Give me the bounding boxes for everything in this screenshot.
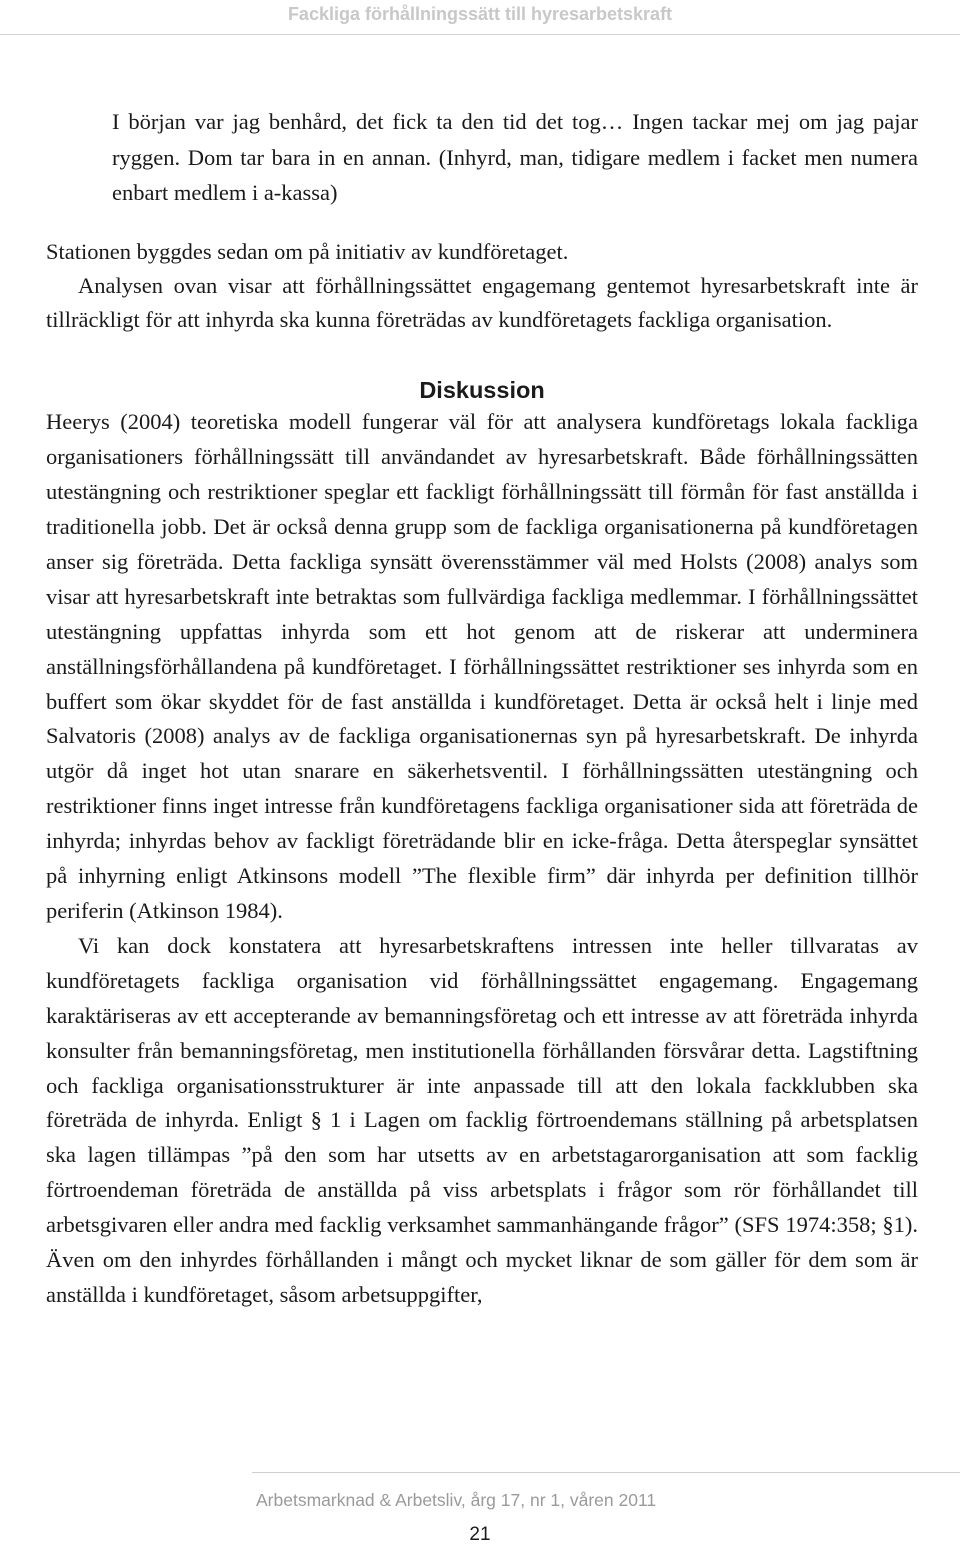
paragraph-discussion-1: Heerys (2004) teoretiska modell fungerar väl för att analysera kundföretags lokala fackliga organisationers förhållningssätt till användandet av hyresarbetskraft. Både förhållningssätten utestängning och restriktioner speglar ett fackligt förhållningssätt till förmån för fast anställda i traditionella jobb. Det är också denna grupp som de fackliga organisationerna på kundföretagen anser sig företräda. Detta fackliga synsätt överensstämmer väl med Holsts (2008) analys som visar att hyresarbetskraft inte betraktas som fullvärdiga fackliga medlemmar. I förhållningssättet utestängning uppfattas inhyrda som ett hot genom att de riskerar att underminera anställningsförhållandena på kundföretaget. I förhållningssättet restriktioner ses inhyrda som en buffert som ökar skyddet för de fast anställda i kundföretaget. Detta är också helt i linje med Salvatoris (2008) analys av de fackliga organisationernas syn på hyresarbetskraft. De inhyrda utgör då inget hot utan snarare en säkerhetsventil. I förhållningssätten utestängning och restriktioner finns inget intresse från kundföretagens fackliga organisationer sida att företräda de inhyrda; inhyrdas behov av fackligt företrädande blir en icke-fråga. Detta återspeglar synsättet på inhyrning enligt Atkinsons modell ”The flexible firm” där inhyrda per definition tillhör periferin (Atkinson 1984).: [46, 409, 918, 923]
paragraph-discussion-2: Vi kan dock konstatera att hyresarbetskraftens intressen inte heller tillvaratas av kundföretagets fackliga organisation vid förhållningssättet engagemang. Engagemang karaktäriseras av ett accepterande av bemanningsföretag och ett intresse av att företräda inhyrda konsulter från bemanningsföretag, men institutionella förhållanden försvårar detta. Lagstiftning och fackliga organisationsstrukturer är inte anpassade till att den lokala fackklubben ska företräda de inhyrda. Enligt § 1 i Lagen om facklig förtroendemans ställning på arbetsplatsen ska lagen tillämpas ”på den som har utsetts av en arbetstagarorganisation att som facklig förtroendeman företräda de anställda på viss arbetsplats i frågor som rör förhållandet till arbetsgivaren eller andra med facklig verksamhet sammanhängande frågor” (SFS 1974:358; §1). Även om den inhyrdes förhållanden i mångt och mycket liknar de som gäller för dem som är anställda i kundföretaget, såsom arbetsuppgifter,: [46, 932, 918, 1307]
page-body: [46, 104, 918, 1313]
paragraph-analysis: Analysen ovan visar att förhållningssättet engagemang gentemot hyresarbetskraft inte är tillräckligt för att inhyrda ska kunna företrädas av kundföretagets fackliga organisation.: [46, 272, 918, 333]
running-head: Fackliga förhållningssätt till hyresarbetskraft: [287, 4, 673, 24]
section-heading-diskussion: Diskussion: [419, 377, 545, 404]
interview-quote: I början var jag benhård, det fick ta den tid det tog… Ingen tackar mej om jag pajar ryggen. Dom tar bara in en annan. (Inhyrd, man, tidigare medlem i facket men numera enbart medlem i a-kassa): [112, 109, 918, 205]
header-divider: [0, 34, 960, 35]
journal-citation: Arbetsmarknad & Arbetsliv, årg 17, nr 1, våren 2011: [256, 1490, 657, 1510]
footer-divider: [252, 1472, 960, 1473]
page-number: 21: [469, 1524, 491, 1545]
paragraph-station: Stationen byggdes sedan om på initiativ av kundföretaget.: [46, 238, 569, 264]
